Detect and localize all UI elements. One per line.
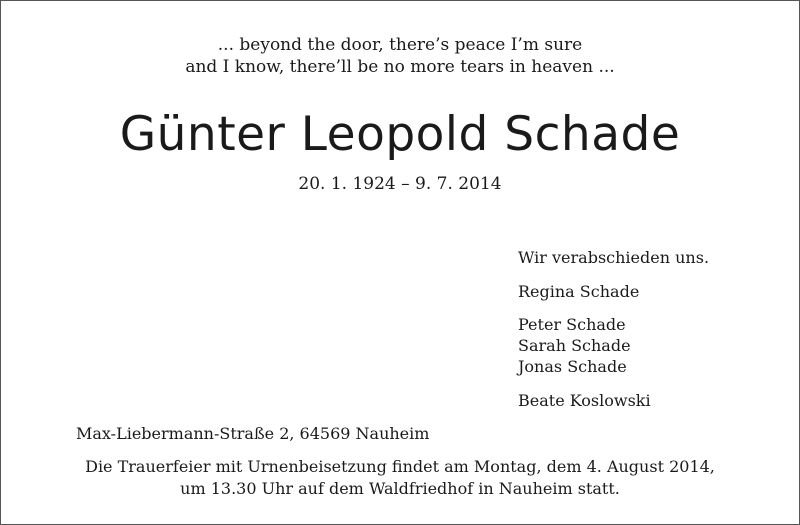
mourner-name: Regina Schade	[518, 282, 640, 301]
motto-line-1: ... beyond the door, there’s peace I’m sure	[217, 35, 583, 55]
ceremony-line-2: um 13.30 Uhr auf dem Waldfriedhof in Nauheim statt.	[180, 479, 620, 498]
mourner-name: Peter Schade	[518, 315, 626, 334]
mourner-name: Beate Koslowski	[518, 391, 651, 410]
address: Max-Liebermann-Straße 2, 64569 Nauheim	[76, 424, 430, 443]
mourner-name: Jonas Schade	[518, 357, 627, 376]
motto-line-2: and I know, there’ll be no more tears in heaven ...	[185, 57, 615, 77]
deceased-name: Günter Leopold Schade	[119, 107, 681, 162]
ceremony-line-1: Die Trauerfeier mit Urnenbeisetzung findet am Montag, dem 4. August 2014,	[85, 457, 715, 476]
life-dates: 20. 1. 1924 – 9. 7. 2014	[298, 174, 502, 194]
mourner-name: Sarah Schade	[518, 336, 631, 355]
farewell-text: Wir verabschieden uns.	[518, 248, 710, 267]
